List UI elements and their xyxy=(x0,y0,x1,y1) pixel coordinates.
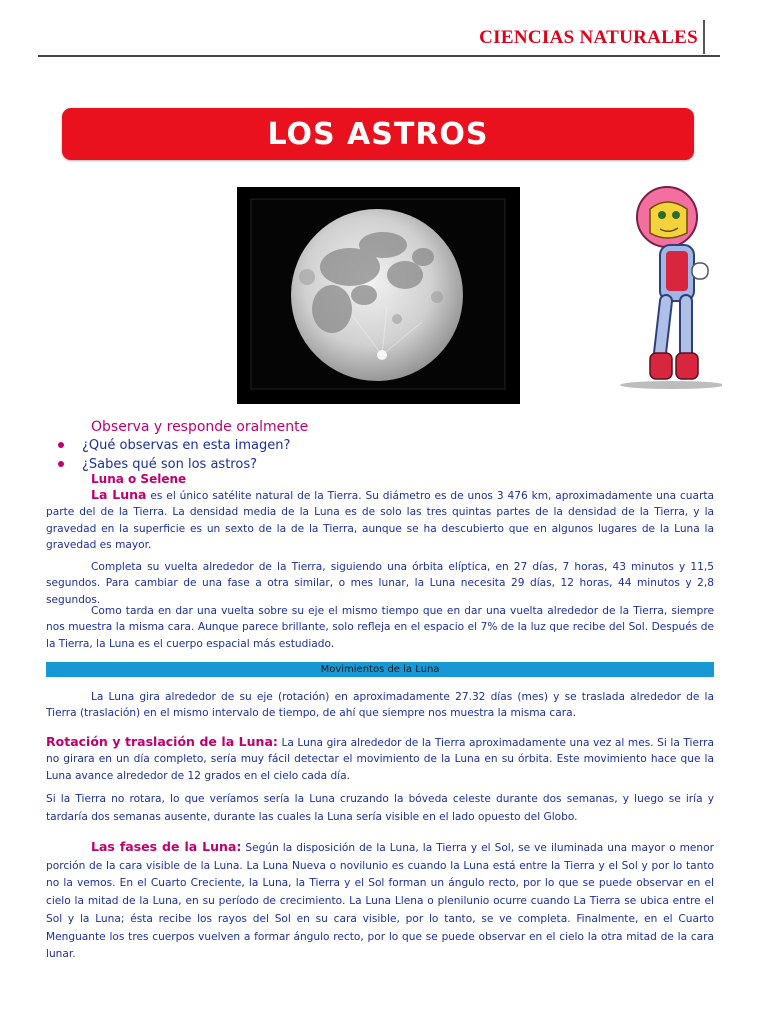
luna-paragraph-1 xyxy=(46,487,714,553)
luna-lead: La Luna xyxy=(91,487,147,502)
bullet-icon xyxy=(58,442,64,448)
question-item xyxy=(58,457,257,472)
header-rule xyxy=(38,55,720,57)
question-item xyxy=(58,438,290,453)
bullet-icon xyxy=(58,461,64,467)
luna-subtitle: Luna o Selene xyxy=(91,472,187,486)
question-text: ¿Sabes qué son los astros? xyxy=(82,457,257,472)
rotacion-lead: Rotación y traslación de la Luna: xyxy=(46,734,278,749)
luna-paragraph-2: Completa su vuelta alrededor de la Tierra, siguiendo una órbita elíptica, en 27 días, 7 horas, 43 minutos y 11,5 segundos. Para cambiar de una fase a otra similar, o mes lunar, la Luna necesita 29 días, 12 horas, 44 minutos y 2,8 segundos. xyxy=(46,561,714,606)
title-banner xyxy=(62,108,694,160)
header-divider xyxy=(703,20,705,54)
luna-paragraph-3: Como tarda en dar una vuelta sobre su eje el mismo tiempo que en dar una vuelta alrededor de la Tierra, siempre nos muestra la misma cara. Aunque parece brillante, solo refleja en el espacio el 7% de la luz que recibe del Sol. Después de la Tierra, la Luna es el cuerpo espacial más estudiado. xyxy=(46,605,714,650)
section-bar-label: Movimientos de la Luna xyxy=(320,664,440,675)
rotacion-paragraph xyxy=(46,734,714,784)
luna-paragraph-1-text: es el único satélite natural de la Tierra. Su diámetro es de unos 3 476 km, aproximadamente una cuarta parte del de la Tierra. La densidad media de la Luna es de solo las tres quintas partes de la densidad de la Tierra, y la gravedad en la superficie es un sexto de la de la Tierra, aunque se ha descubierto que en algunos lugares de la Luna la gravedad es mayor. xyxy=(46,490,714,551)
section-bar xyxy=(46,662,714,677)
fases-paragraph xyxy=(46,838,714,964)
activity-title: Observa y responde oralmente xyxy=(91,419,309,435)
moon-image xyxy=(237,187,520,404)
movimientos-paragraph-1: La Luna gira alrededor de su eje (rotación) en aproximadamente 27.32 días (mes) y se traslada alrededor de la Tierra (traslación) en el mismo intervalo de tiempo, de ahí que siempre nos muestra la misma cara. xyxy=(46,691,714,720)
question-text: ¿Qué observas en esta imagen? xyxy=(82,438,291,453)
fases-text: Según la disposición de la Luna, la Tierra y el Sol, se ve iluminada una mayor o menor porción de la cara visible de la Luna. La Luna Nueva o novilunio es cuando la Luna está entre la Tierra y el Sol y por lo tanto no la vemos. En el Cuarto Creciente, la Luna, la Tierra y el Sol forman un ángulo recto, por lo que se puede observar en el cielo la mitad de la Luna, en su período de crecimiento. La Luna Llena o plenilunio ocurre cuando La Tierra se ubica entre el Sol y la Luna; ésta recibe los rayos del Sol en su cara visible, por lo tanto, se ve completa. Finalmente, en el Cuarto Menguante los tres cuerpos vuelven a formar ángulo recto, por lo que se puede observar en el cielo la otra mitad de la cara lunar. xyxy=(46,842,714,961)
page-title: LOS ASTROS xyxy=(267,117,489,152)
rotacion-text: La Luna gira alrededor de la Tierra aproximadamente una vez al mes. Si la Tierra no girara en un día completo, sería muy fácil detectar el movimiento de la Luna en su órbita. Este movimiento hace que la Luna avance alrededor de 12 grados en el cielo cada día. xyxy=(46,737,714,782)
subject-title: CIENCIAS NATURALES xyxy=(479,27,698,48)
movimientos-paragraph-2: Si la Tierra no rotara, lo que veríamos sería la Luna cruzando la bóveda celeste durante dos semanas, y luego se iría y tardaría dos semanas ausente, durante las cuales la Luna sería visible en el lado opuesto del Globo. xyxy=(46,793,714,823)
fases-lead: Las fases de la Luna: xyxy=(91,839,242,854)
astronaut-illustration xyxy=(612,185,722,395)
